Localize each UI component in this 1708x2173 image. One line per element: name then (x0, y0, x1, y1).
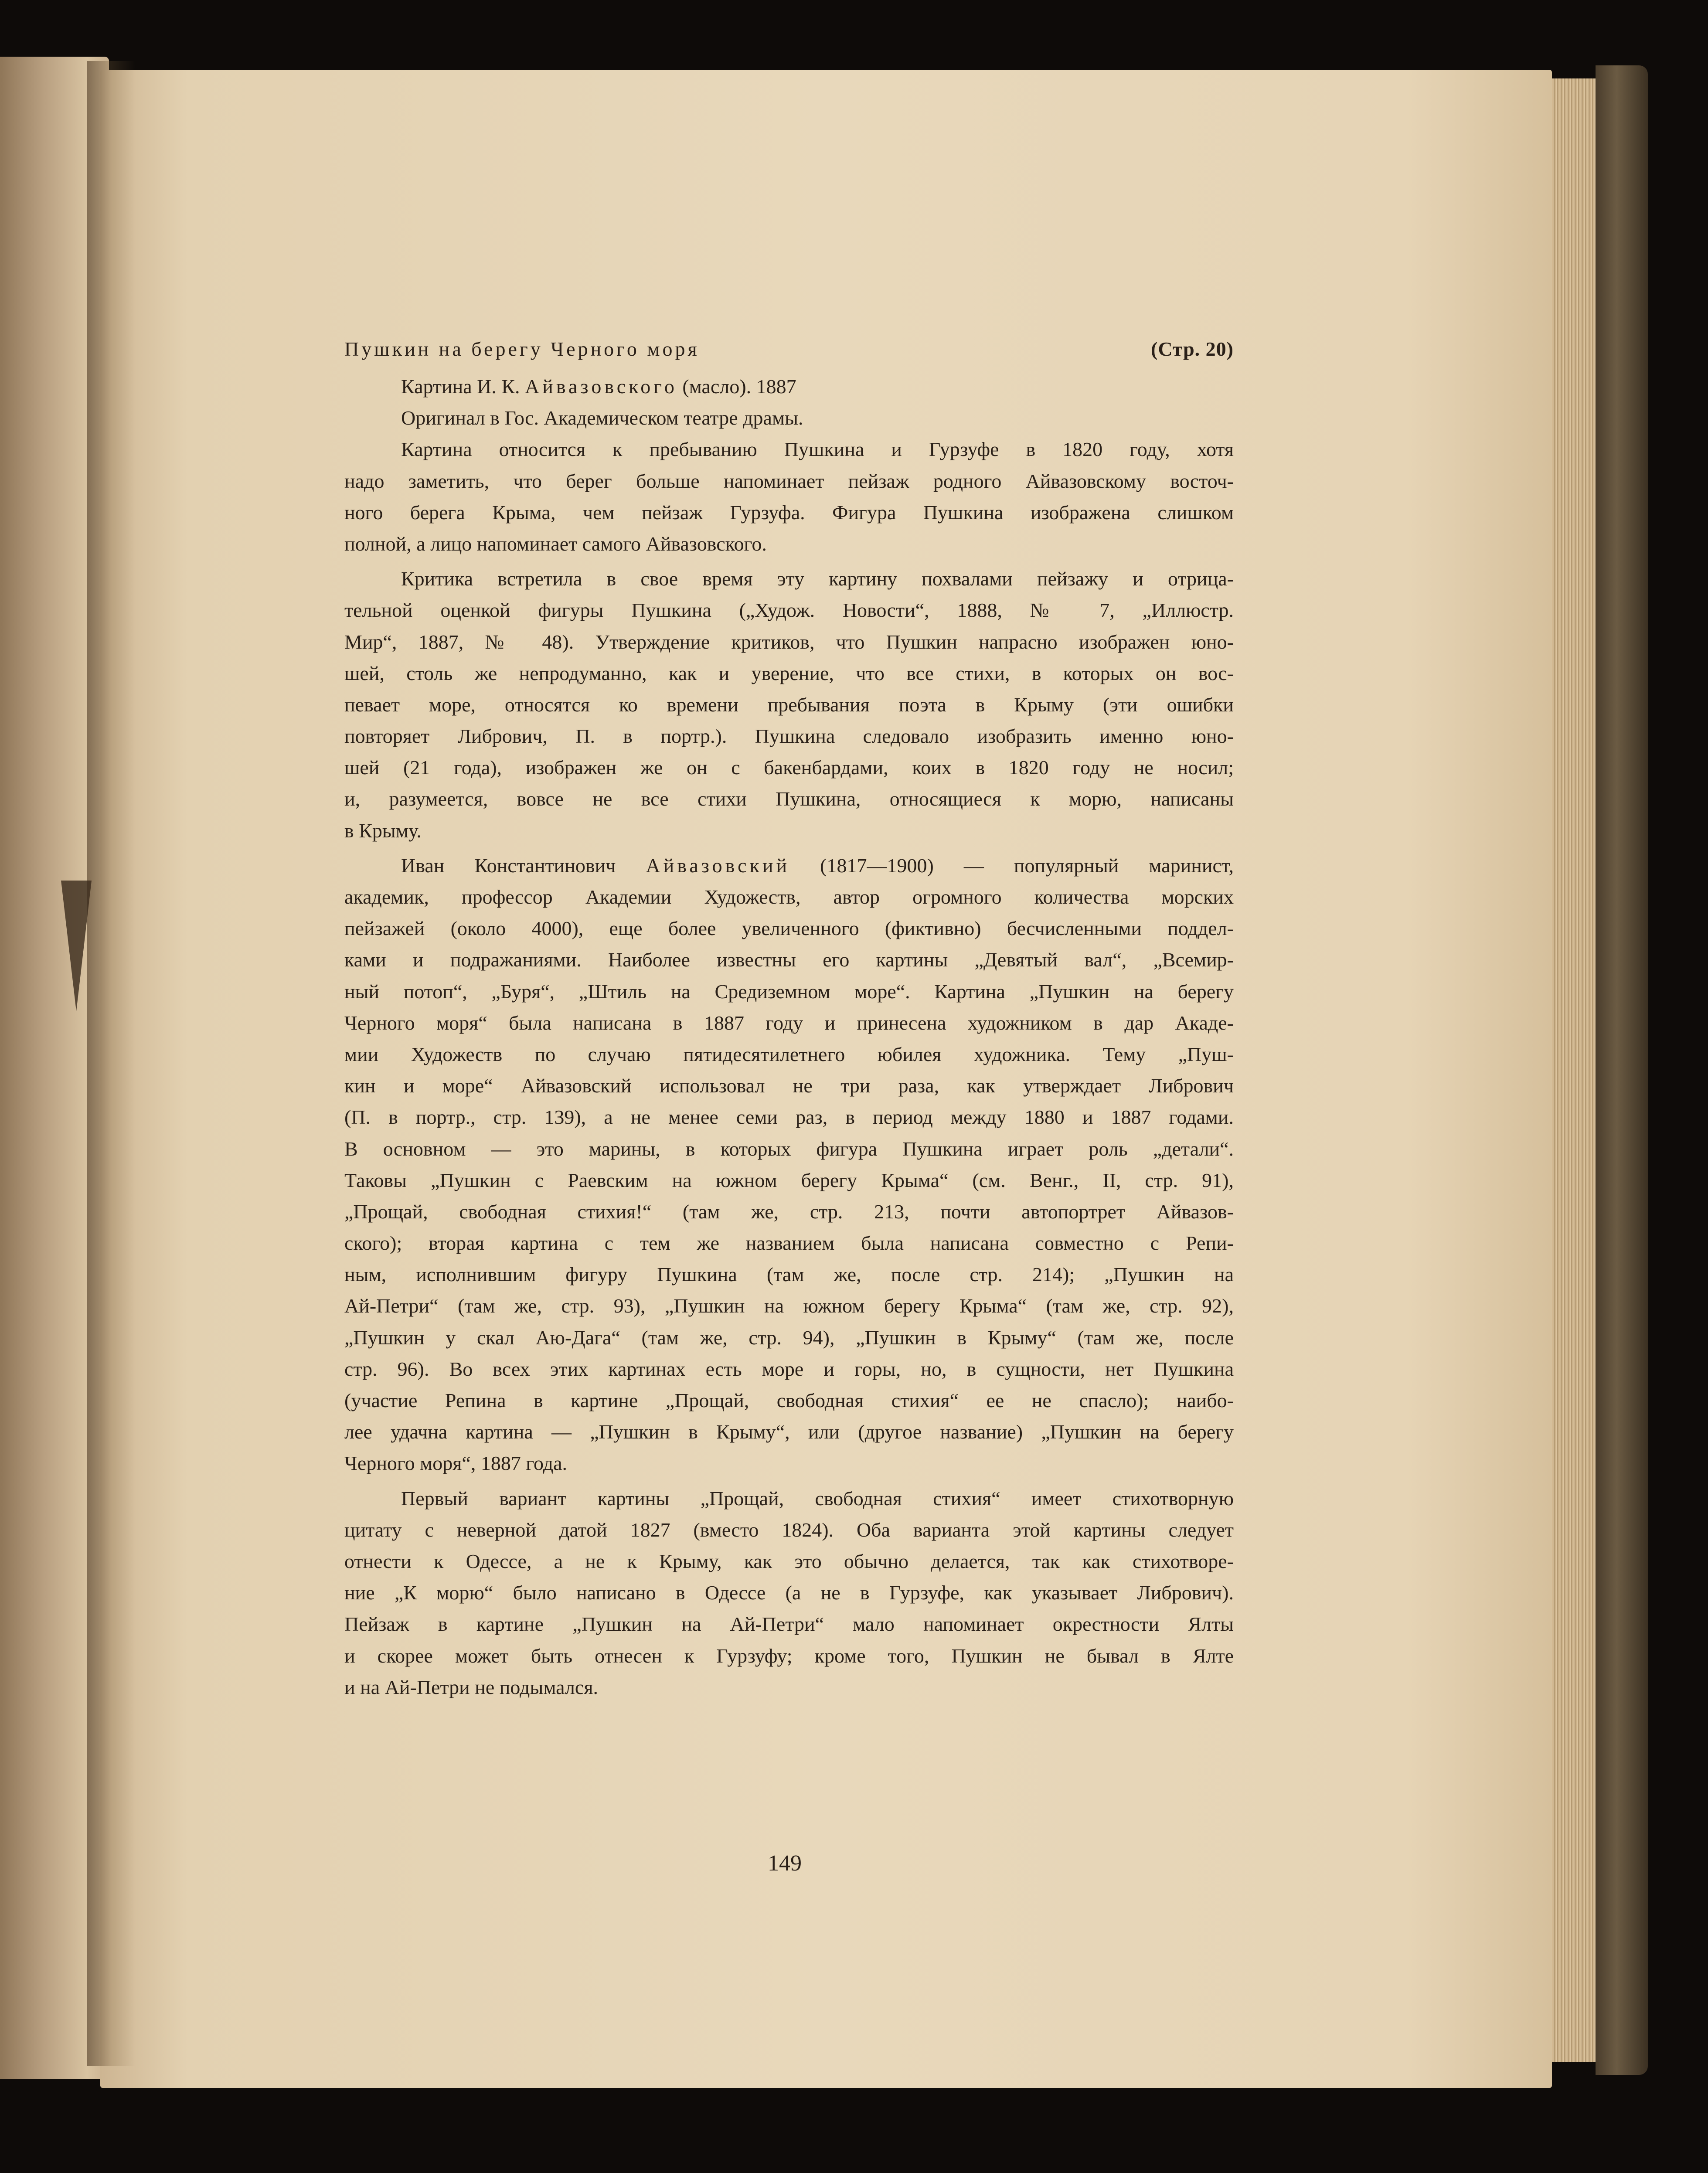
paragraph-line: академик, профессор Академии Художеств, автор огромного количества морских (344, 886, 1234, 908)
paragraph-line: Таковы „Пушкин с Раевским на южном берегу Крыма“ (см. Венг., II, стр. 91), (344, 1169, 1234, 1191)
paragraph-line: повторяет Либрович, П. в портр.). Пушкина следовало изобразить именно юно- (344, 725, 1234, 748)
paragraph-line: Черного моря“ была написана в 1887 году и принесена художником в дар Акаде- (344, 1011, 1234, 1034)
paragraph-line: ками и подражаниями. Наиболее известны его картины „Девятый вал“, „Всемир- (344, 949, 1234, 971)
paragraph-line: тельной оценкой фигуры Пушкина („Худож. Новости“, 1888, № 7, „Иллюстр. (344, 599, 1234, 622)
paragraph-line: (участие Репина в картине „Прощай, свободная стихия“ ее не спасло); наибо- (344, 1389, 1234, 1411)
paragraph-line: полной, а лицо напоминает самого Айвазовского. (344, 532, 767, 555)
paragraph-line: Картина относится к пребыванию Пушкина и Гурзуфе в 1820 году, хотя (401, 438, 1234, 461)
paragraph-line: Ай-Петри“ (там же, стр. 93), „Пушкин на южном берегу Крыма“ (там же, стр. 92), (344, 1295, 1234, 1317)
book-cover (1596, 65, 1648, 2075)
paragraph-line: „Прощай, свободная стихия!“ (там же, стр. 213, почти автопортрет Айвазов- (344, 1200, 1234, 1223)
painting-medium: (масло). 1887 (682, 375, 796, 398)
paragraph-line: пейзажей (около 4000), еще более увеличенного (фиктивно) бесчисленными поддел- (344, 917, 1234, 940)
paragraphs (344, 434, 1234, 1703)
paragraph-line: и на Ай-Петри не подымался. (344, 1676, 599, 1698)
paragraph-line: и скорее может быть отнесен к Гурзуфу; кроме того, Пушкин не бывал в Ялте (344, 1644, 1234, 1667)
paragraph-line: отнести к Одессе, а не к Крыму, как это обычно делается, так как стихотворе- (344, 1550, 1234, 1572)
paragraph-line: ние „К морю“ было написано в Одессе (а не в Гурзуфе, как указывает Либрович). (344, 1581, 1234, 1604)
paragraph-line (344, 850, 1234, 881)
paragraph-line: шей (21 года), изображен же он с бакенбардами, коих в 1820 году не носил; (344, 756, 1234, 779)
paragraph-line: Черного моря“, 1887 года. (344, 1452, 568, 1475)
artist-dates: (1817—1900) — популярный маринист, (820, 854, 1234, 877)
paragraph-line: ского); вторая картина с тем же названием была написана совместно с Репи- (344, 1232, 1234, 1255)
painter-prefix: Картина И. К. (401, 375, 520, 398)
paragraph-line: Пейзаж в картине „Пушкин на Ай-Петри“ мало напоминает окрестности Ялты (344, 1613, 1234, 1636)
entry-header (344, 333, 1234, 371)
artist-surname: Айвазовский (646, 854, 790, 877)
paragraph-line: ный потоп“, „Буря“, „Штиль на Средиземном море“. Картина „Пушкин на берегу (344, 980, 1234, 1003)
paragraph (344, 1483, 1234, 1703)
spine-mark (61, 881, 92, 1011)
paragraph-line: стр. 96). Во всех этих картинах есть море и горы, но, в сущности, нет Пушкина (344, 1357, 1234, 1380)
paragraph-line: надо заметить, что берег больше напоминает пейзаж родного Айвазовскому восточ- (344, 469, 1234, 492)
paragraph-line: ного берега Крыма, чем пейзаж Гурзуфа. Фигура Пушкина изображена слишком (344, 501, 1234, 524)
paragraph-line: Мир“, 1887, № 48). Утверждение критиков, что Пушкин напрасно изображен юно- (344, 630, 1234, 653)
paragraph (344, 563, 1234, 847)
paragraph-line: В основном — это марины, в которых фигура Пушкина играет роль „детали“. (344, 1137, 1234, 1160)
paragraph-line: Критика встретила в свое время эту картину похвалами пейзажу и отрица- (401, 568, 1234, 590)
paragraph (344, 850, 1234, 1479)
page-reference: (Стр. 20) (1151, 338, 1234, 360)
page-content (344, 333, 1234, 1703)
paragraph-line: шей, столь же непродуманно, как и уверение, что все стихи, в которых он вос- (344, 662, 1234, 684)
book-gutter (87, 61, 135, 2066)
original-location: Оригинал в Гос. Академическом театре драмы. (401, 407, 803, 429)
subtitle-line (344, 371, 1234, 402)
paragraph-line: „Пушкин у скал Аю-Дага“ (там же, стр. 94), „Пушкин в Крыму“ (там же, после (344, 1326, 1234, 1349)
paragraph-line: кин и море“ Айвазовский использовал не три раза, как утверждает Либрович (344, 1075, 1234, 1097)
entry-title: Пушкин на берегу Черного моря (344, 338, 700, 360)
paragraph-line: ным, исполнившим фигуру Пушкина (там же, после стр. 214); „Пушкин на (344, 1263, 1234, 1286)
paragraph-line: цитату с неверной датой 1827 (вместо 1824). Оба варианта этой картины следует (344, 1518, 1234, 1541)
paragraph-line: и, разумеется, вовсе не все стихи Пушкина, относящиеся к морю, написаны (344, 788, 1234, 810)
paragraph-line: мии Художеств по случаю пятидесятилетнего юбилея художника. Тему „Пуш- (344, 1043, 1234, 1065)
artist-first-names: Иван Константинович (401, 854, 616, 877)
paragraph-line: в Крыму. (344, 819, 422, 842)
paragraph-line: лее удачна картина — „Пушкин в Крыму“, или (другое название) „Пушкин на берегу (344, 1421, 1234, 1443)
paragraph-line: (П. в портр., стр. 139), а не менее семи раз, в период между 1880 и 1887 годами. (344, 1106, 1234, 1129)
paragraph (344, 434, 1234, 560)
paragraph-line: Первый вариант картины „Прощай, свободная стихия“ имеет стихотворную (401, 1487, 1234, 1510)
page-number: 149 (768, 1851, 802, 1876)
paragraph-line: певает море, относятся ко времени пребывания поэта в Крыму (эти ошибки (344, 693, 1234, 716)
painter-name: Айвазовского (525, 375, 677, 398)
